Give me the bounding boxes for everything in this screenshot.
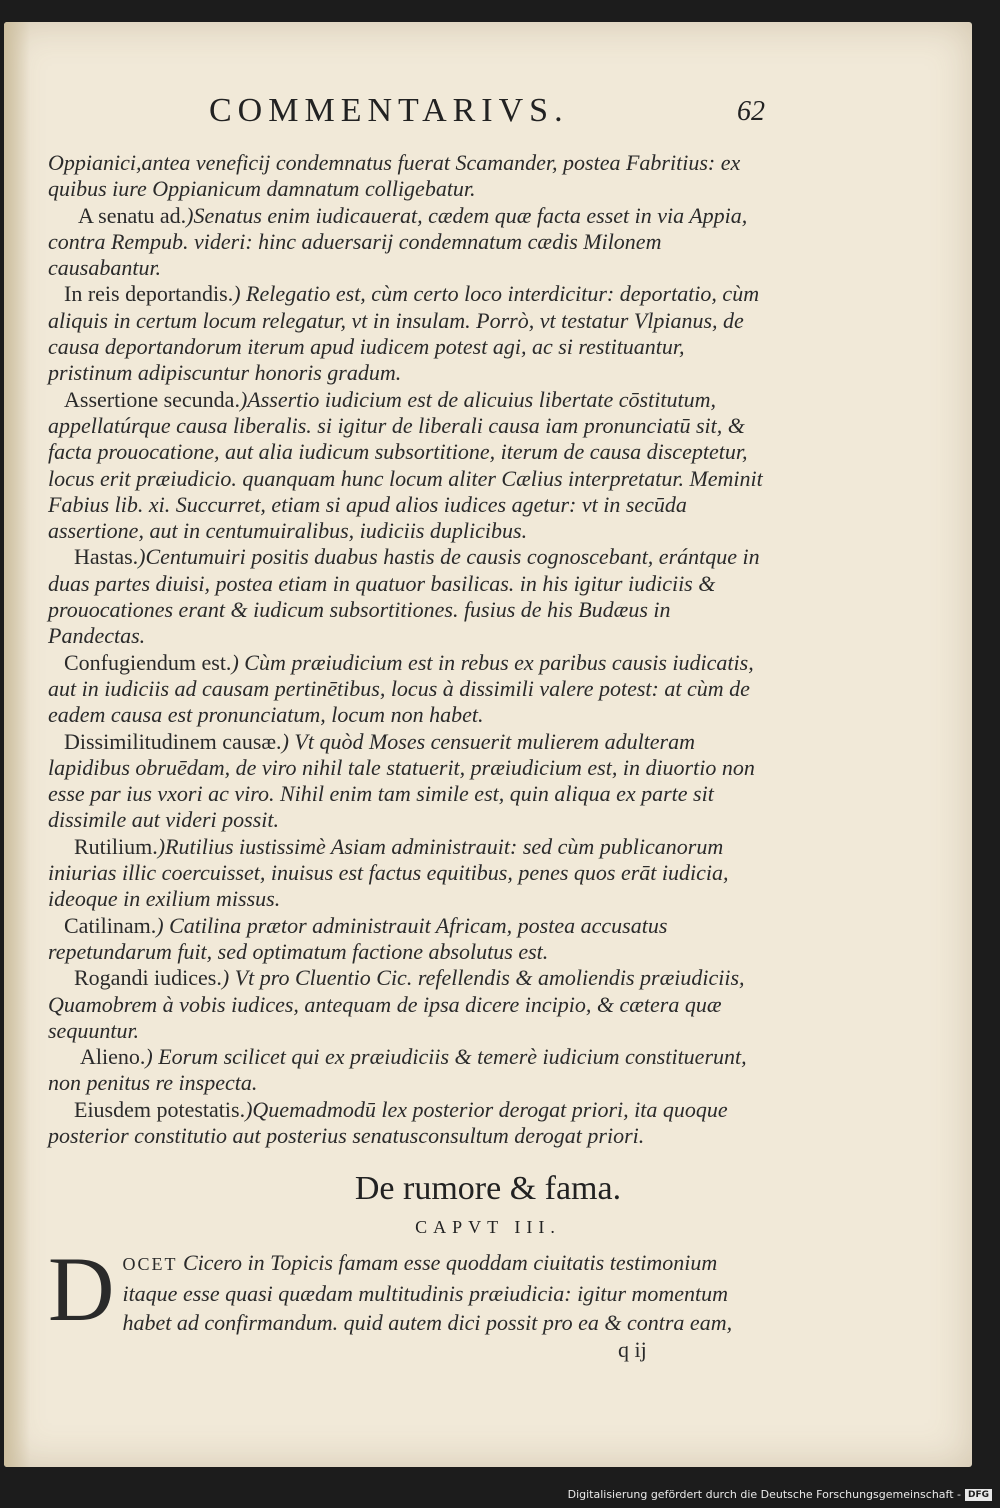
commentary-entry	[48, 913, 768, 966]
drop-capital: D	[48, 1238, 115, 1340]
commentary-entry	[48, 650, 768, 729]
commentary-entry	[48, 387, 768, 545]
entry-lemma: Hastas.	[74, 544, 139, 570]
entry-lemma: Rogandi iudices.	[74, 965, 222, 991]
commentary-entry	[48, 729, 768, 834]
entry-text: ) Catilina prætor administrauit Africam, postea accusatus repetundarum fuit, sed optimatum factione absolutus est.	[48, 912, 668, 964]
entry-text: ) Relegatio est, cùm certo loco interdicitur: deportatio, cùm aliquis in certum locum relegatur, vt in insulam. Porrò, vt testatur Vlpianus, de causa deportandorum iterum apud iudicem potest agi, ac si restituantur, pristinum adipiscuntur honoris gradum.	[48, 281, 760, 386]
commentary-entry	[48, 150, 768, 203]
chapter-title: De rumore & fama.	[354, 1170, 622, 1207]
entry-text: )Rutilius iustissimè Asiam administrauit: sed cùm publicanorum iniurias illic coercuisset, inuisus est factus equitibus, penes quos erāt iudicia, ideoque in exilium missus.	[48, 833, 729, 912]
entry-lemma: Dissimilitudinem causæ.	[64, 728, 282, 754]
dfg-logo-icon: DFG	[965, 1489, 992, 1501]
entry-text: )Quemadmodū lex posterior derogat priori, ita quoque posterior constitutio aut posterius senatusconsultum derogat priori.	[48, 1096, 728, 1148]
opening-small-caps: OCET	[122, 1254, 178, 1274]
commentary-entry	[48, 281, 768, 386]
entry-lemma: Eiusdem potestatis.	[74, 1096, 246, 1122]
page-number: 62	[737, 96, 765, 127]
entry-text: ) Eorum scilicet qui ex præiudiciis & temerè iudicium constituerunt, non penitus re inspecta.	[48, 1044, 747, 1096]
chapter-text	[48, 1238, 768, 1340]
commentary-entry	[48, 1097, 768, 1150]
entry-text: Oppianici,antea veneficij condemnatus fuerat Scamander, postea Fabritius: ex quibus iure Oppianicum damnatum colligebatur.	[48, 150, 741, 202]
commentary-body	[48, 150, 768, 1149]
commentary-entry	[48, 834, 768, 913]
commentary-entry	[48, 544, 768, 649]
entry-lemma: Rutilium.	[74, 833, 158, 859]
page-header	[4, 92, 972, 142]
entry-lemma: Confugiendum est.	[64, 649, 232, 675]
entry-lemma: A senatu ad.	[78, 202, 187, 228]
entry-text: )Senatus enim iudicauerat, cædem quæ facta esset in via Appia, contra Rempub. videri: hinc aduersarij condemnatum cædis Milonem causabantur.	[48, 202, 748, 281]
commentary-entry	[48, 1044, 768, 1097]
book-page	[4, 22, 972, 1467]
entry-text: ) Vt pro Cluentio Cic. refellendis & amoliendis præiudiciis, Quamobrem à vobis iudices, antequam de ipsa dicere incipio, & cætera quæ sequuntur.	[48, 965, 745, 1043]
commentary-entry	[48, 965, 768, 1044]
entry-lemma: Catilinam.	[64, 912, 157, 938]
chapter-paragraph-text: Cicero in Topicis famam esse quoddam ciuitatis testimonium itaque esse quasi quædam multitudinis præiudicia: igitur momentum habet ad confirmandum. quid autem dici possit pro ea & contra eam,	[122, 1250, 733, 1335]
entry-lemma: Alieno.	[80, 1044, 146, 1070]
chapter-number: CAPVT III.	[415, 1217, 561, 1237]
digitization-footer	[568, 1488, 992, 1501]
page-gutter-shadow	[4, 22, 30, 1467]
running-title: COMMENTARIVS.	[209, 92, 569, 129]
entry-text: )Centumuiri positis duabus hastis de causis cognoscebant, erántque in duas partes diuisi, postea etiam in quatuor basilicas. in his igitur iudiciis & prouocationes erant & iudicum subsortitiones. fusius de his Budæus in Pandectas.	[48, 544, 760, 649]
entry-text: ) Cùm præiudicium est in rebus ex paribus causis iudicatis, aut in iudiciis ad causam pertinētibus, locus à dissimili valere potest: at cùm de eadem causa est pronunciatum, locum non habet.	[48, 649, 754, 728]
chapter-paragraph	[48, 1238, 768, 1340]
entry-lemma: In reis deportandis.	[64, 281, 234, 307]
entry-text: ) Vt quòd Moses censuerit mulierem adulteram lapidibus obruēdam, de viro nihil tale statuerit, præiudicium est, in diuortio non esse par ius vxori ac viro. Nihil enim tam simile est, quin aliqua ex parte sit dissimile aut videri possit.	[48, 728, 755, 833]
entry-lemma: Assertione secunda.	[64, 386, 240, 412]
entry-text: )Assertio iudicium est de alicuius libertate cōstitutum, appellatúrque causa liberalis. si igitur de liberali causa iam pronunciatū sit, & facta prouocatione, aut alia iudicum subsortitione, iterum de causa disceptetur, locus erit præiudicio. quanquam hunc locum aliter Cælius interpretatur. Meminit Fabius lib. xi. Succurret, etiam si apud alios iudices agetur: vt in secūda assertione, aut in centumuiralibus, iudiciis duplicibus.	[48, 386, 763, 544]
footer-credit: Digitalisierung gefördert durch die Deutsche Forschungsgemeinschaft -	[567, 1488, 961, 1501]
signature-mark: q ij	[618, 1337, 647, 1362]
commentary-entry	[48, 203, 768, 282]
